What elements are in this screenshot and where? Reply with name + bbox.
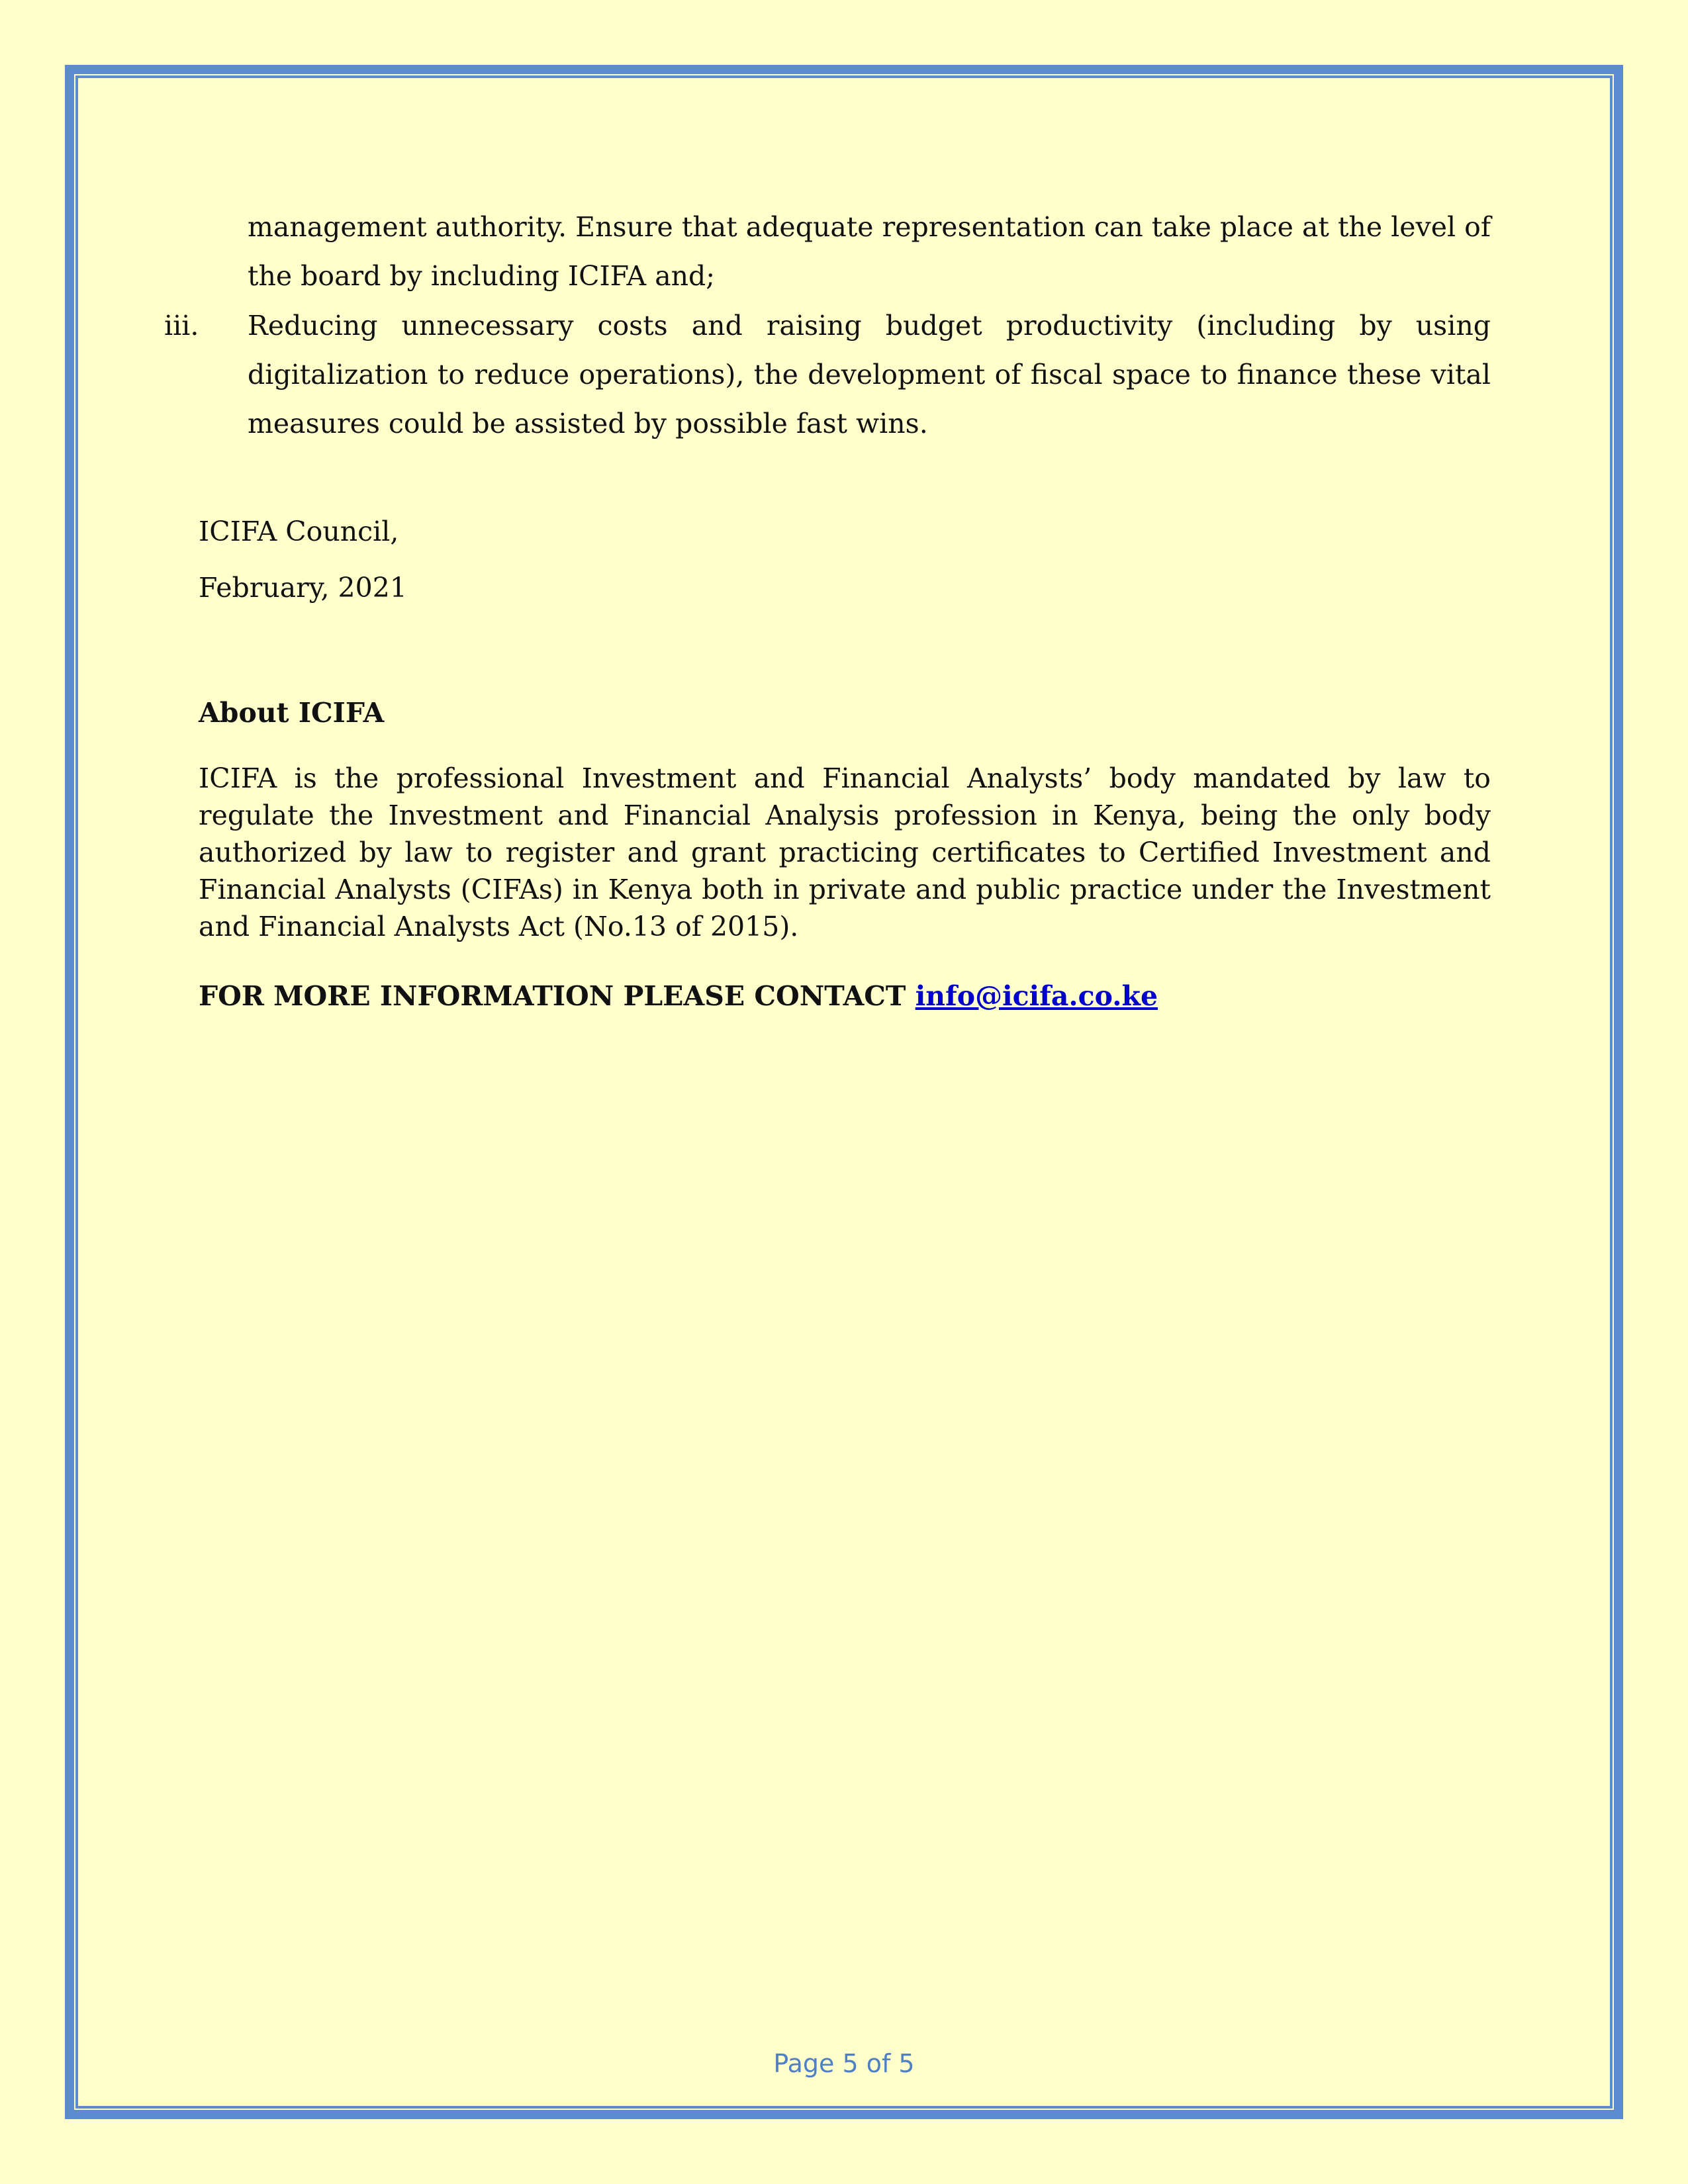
signoff-date: February, 2021 [199, 572, 407, 604]
about-body: ICIFA is the professional Investment and Financial Analysts’ body mandated by law to regulate the Investment and Financial Analysis profession in Kenya, being the only body authorized by law to register and grant practicing certificates to Certified Investment and Financial Analysts (CIFAs) in Kenya both in private and public practice under the Investment and Financial Analysts Act (No.13 of 2015). [199, 762, 1491, 942]
contact-line [199, 972, 1158, 1021]
contact-email-link[interactable]: info@icifa.co.ke [915, 980, 1158, 1012]
about-heading: About ICIFA [199, 697, 385, 729]
list-item: Reducing unnecessary costs and raising budget productivity (including by using digitalization to reduce operations), the development of fiscal space to finance these vital measures could be assisted by possible fast wins. [248, 310, 1491, 439]
signoff-organization: ICIFA Council, [199, 516, 399, 547]
page-number-footer: Page 5 of 5 [773, 2049, 915, 2078]
contact-label: FOR MORE INFORMATION PLEASE CONTACT [199, 980, 906, 1012]
list-marker: iii. [164, 310, 199, 341]
continuation-paragraph: management authority. Ensure that adequate representation can take place at the level of the board by including ICIFA and; [248, 211, 1491, 292]
